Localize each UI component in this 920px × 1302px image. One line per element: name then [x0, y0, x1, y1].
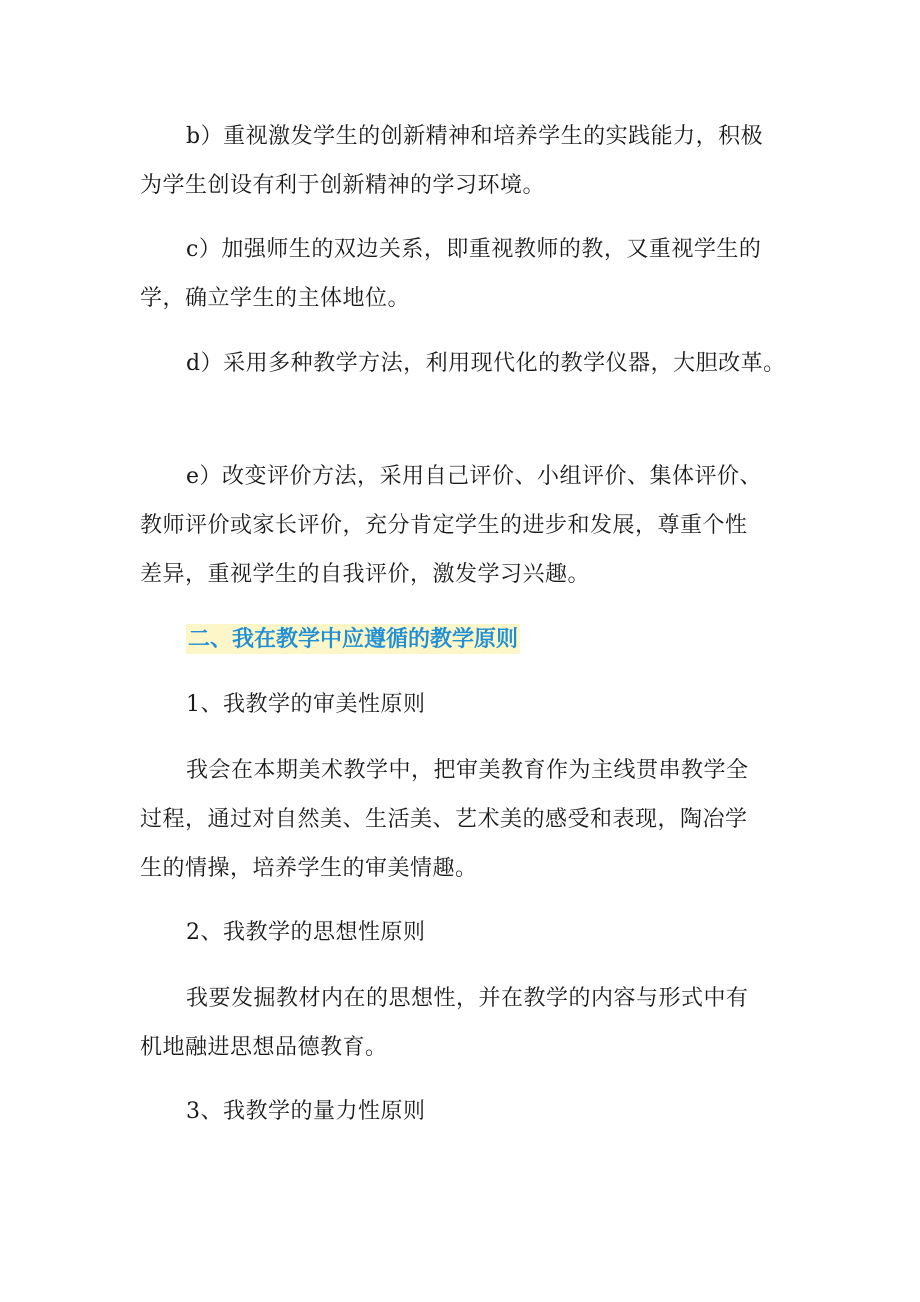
paragraph-b-line-1: b）重视激发学生的创新精神和培养学生的实践能力，积极	[186, 124, 764, 149]
paragraph-e-line-2: 教师评价或家长评价，充分肯定学生的进步和发展，尊重个性	[140, 513, 748, 538]
principle-1-line-1: 我会在本期美术教学中，把审美教育作为主线贯串教学全	[186, 758, 749, 783]
paragraph-b-line-2: 为学生创设有利于创新精神的学习环境。	[140, 173, 546, 198]
paragraph-d-line-1: d）采用多种教学方法，利用现代化的教学仪器，大胆改革。	[186, 351, 786, 376]
paragraph-e-line-3: 差异，重视学生的自我评价，激发学习兴趣。	[140, 562, 591, 587]
paragraph-c-line-1: c）加强师生的双边关系，即重视教师的教，又重视学生的	[186, 237, 762, 262]
paragraph-e-line-1: e）改变评价方法，采用自己评价、小组评价、集体评价、	[186, 464, 763, 489]
principle-1-line-2: 过程，通过对自然美、生活美、艺术美的感受和表现，陶冶学	[140, 807, 748, 832]
principle-2-title: 2、我教学的思想性原则	[186, 920, 426, 945]
paragraph-c-line-2: 学，确立学生的主体地位。	[140, 286, 411, 311]
principle-1-line-3: 生的情操，培养学生的审美情趣。	[140, 856, 478, 881]
principle-1-title: 1、我教学的审美性原则	[186, 692, 426, 717]
principle-3-title: 3、我教学的量力性原则	[186, 1099, 426, 1124]
section-heading: 二、我在教学中应遵循的教学原则	[188, 626, 519, 652]
principle-2-line-2: 机地融进思想品德教育。	[140, 1035, 388, 1060]
principle-2-line-1: 我要发掘教材内在的思想性，并在教学的内容与形式中有	[186, 986, 749, 1011]
